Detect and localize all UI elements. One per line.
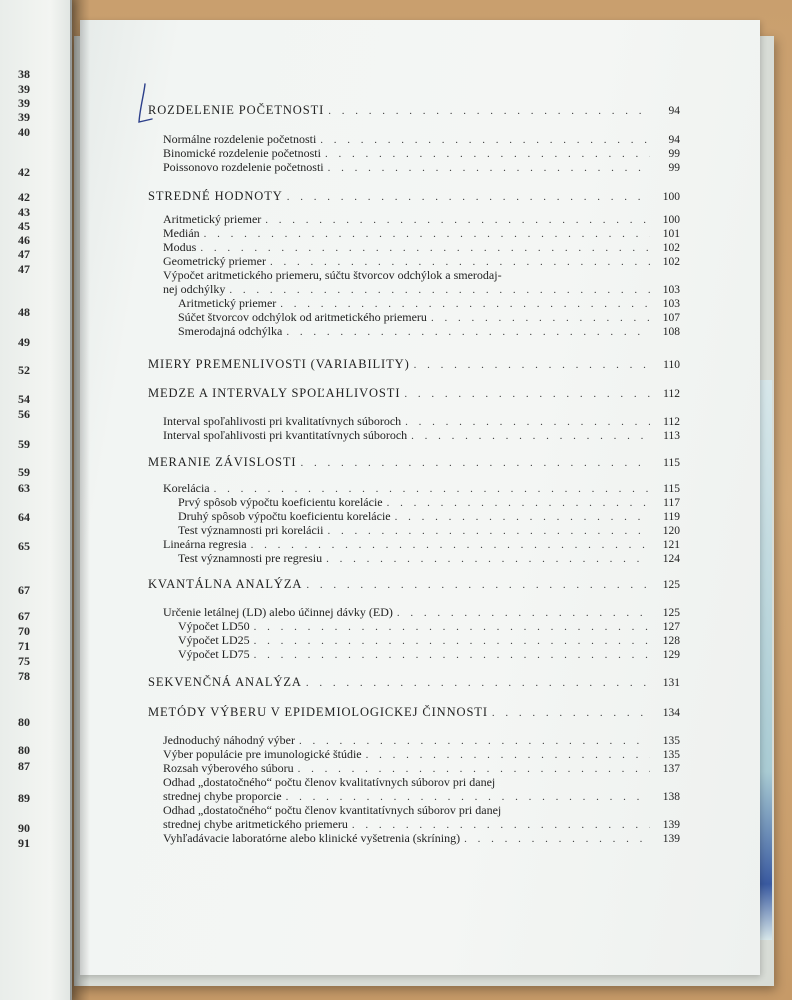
toc-entry (163, 255, 680, 269)
toc-entry-title: Interval spoľahlivosti pri kvalitatívnych súboroch (163, 414, 402, 428)
toc-page-number: 94 (668, 134, 680, 146)
toc-entry-title: Interval spoľahlivosti pri kvantitatívnych súboroch (163, 428, 408, 442)
toc-entry-title: Prvý spôsob výpočtu koeficientu korelácie (178, 495, 383, 509)
toc-chapter (148, 387, 680, 401)
left-page-number: 56 (18, 407, 30, 421)
toc-entry (163, 241, 680, 255)
toc-entry-title: nej odchýlky (163, 282, 226, 296)
toc-leader-dots (397, 607, 650, 620)
left-page-number: 48 (18, 305, 30, 319)
toc-entry-title: Výpočet aritmetického priemeru, súčtu štvorcov odchýlok a smerodaj- (163, 268, 502, 282)
toc-entry-title: Test významnosti pre regresiu (178, 551, 323, 565)
left-page-number: 87 (18, 759, 30, 773)
toc-page-number: 103 (662, 284, 680, 296)
left-page-number: 42 (18, 165, 30, 179)
toc-entry-title: Binomické rozdelenie početnosti (163, 146, 321, 160)
toc-leader-dots (395, 511, 650, 524)
toc-chapter (148, 578, 680, 592)
toc-page-number: 100 (662, 214, 680, 226)
toc-entry-title: KVANTÁLNA ANALÝZA (148, 577, 303, 591)
toc-entry-title: MERANIE ZÁVISLOSTI (148, 455, 297, 469)
toc-leader-dots (411, 430, 650, 443)
toc-entry-title: Poissonovo rozdelenie početnosti (163, 160, 324, 174)
toc-entry (178, 510, 680, 524)
toc-entry-title: METÓDY VÝBERU V EPIDEMIOLOGICKEJ ČINNOSTI (148, 705, 488, 719)
toc-entry-title: Normálne rozdelenie početnosti (163, 132, 317, 146)
left-page-number: 67 (18, 583, 30, 597)
left-page-number: 52 (18, 363, 30, 377)
left-page-number: 39 (18, 110, 30, 124)
toc-page-number: 138 (662, 791, 680, 803)
toc-entry-title: SEKVENČNÁ ANALÝZA (148, 675, 302, 689)
left-page-number: 46 (18, 233, 30, 247)
toc-leader-dots (492, 707, 650, 720)
toc-entry-title: Výpočet LD25 (178, 633, 250, 647)
toc-leader-dots (286, 326, 650, 339)
toc-page-number: 124 (662, 553, 680, 565)
toc-page-number: 100 (662, 191, 680, 203)
toc-page-number: 101 (662, 228, 680, 240)
toc-entry-title: Odhad „dostatočného“ počtu členov kvalitatívnych súborov pri danej (163, 775, 496, 789)
toc-entry (178, 311, 680, 325)
toc-entry (163, 415, 680, 429)
toc-entry-title: STREDNÉ HODNOTY (148, 189, 283, 203)
toc-page-number: 108 (662, 326, 680, 338)
toc-page-number: 119 (663, 511, 680, 523)
toc-page-number: 128 (662, 635, 680, 647)
left-page-number: 38 (18, 67, 30, 81)
left-page-number: 78 (18, 669, 30, 683)
toc-entry-title: Jednoduchý náhodný výber (163, 733, 295, 747)
toc-page-number: 125 (662, 607, 680, 619)
toc-page-number: 112 (663, 388, 680, 400)
toc-entry-title: Odhad „dostatočného“ počtu členov kvantitatívnych súborov pri danej (163, 803, 502, 817)
toc-page-number: 103 (662, 298, 680, 310)
left-page-number: 75 (18, 654, 30, 668)
toc-entry-title: strednej chybe aritmetického priemeru (163, 817, 348, 831)
toc-entry-title: Druhý spôsob výpočtu koeficientu korelácie (178, 509, 391, 523)
left-page-number: 70 (18, 624, 30, 638)
toc-page-number: 99 (668, 148, 680, 160)
toc-page-number: 137 (662, 763, 680, 775)
toc-leader-dots (328, 162, 650, 175)
toc-page-number: 102 (662, 256, 680, 268)
toc-entry (163, 538, 680, 552)
toc-entry-title: Aritmetický priemer (163, 212, 262, 226)
toc-page-number: 121 (662, 539, 680, 551)
left-page-number: 40 (18, 125, 30, 139)
left-page-number: 54 (18, 392, 30, 406)
toc-entry (178, 648, 680, 662)
toc-leader-dots (306, 579, 650, 592)
toc-entry (163, 482, 680, 496)
toc-entry-title: ROZDELENIE POČETNOSTI (148, 103, 325, 117)
toc-entry (178, 552, 680, 566)
toc-entry (163, 818, 680, 832)
toc-page-number: 113 (663, 430, 680, 442)
toc-entry (163, 804, 680, 817)
toc-entry (163, 606, 680, 620)
left-page-number: 63 (18, 481, 30, 495)
left-page-number: 59 (18, 437, 30, 451)
toc-chapter (148, 706, 680, 720)
toc-page-number: 102 (662, 242, 680, 254)
toc-entry (178, 496, 680, 510)
toc-entry (163, 429, 680, 443)
toc-page-number: 129 (662, 649, 680, 661)
toc-page-number: 127 (662, 621, 680, 633)
toc-entry-title: Smerodajná odchýlka (178, 324, 283, 338)
toc-entry (163, 213, 680, 227)
left-page-number: 80 (18, 743, 30, 757)
toc-entry (163, 748, 680, 762)
toc-page-number: 99 (668, 162, 680, 174)
toc-entry (163, 776, 680, 789)
toc-chapter (148, 456, 680, 470)
left-page-number: 90 (18, 821, 30, 835)
toc-entry-title: Test významnosti pri korelácii (178, 523, 324, 537)
toc-chapter (148, 190, 680, 204)
left-page-number: 71 (18, 639, 30, 653)
toc-page-number: 110 (663, 359, 680, 371)
toc-entry (178, 634, 680, 648)
toc-leader-dots (254, 649, 650, 662)
toc-entry-title: MEDZE A INTERVALY SPOĽAHLIVOSTI (148, 386, 401, 400)
toc-page-number: 139 (662, 833, 680, 845)
toc-entry-title: Modus (163, 240, 197, 254)
toc-leader-dots (254, 635, 650, 648)
toc-entry (163, 790, 680, 804)
left-page-number: 42 (18, 190, 30, 204)
toc-entry (178, 297, 680, 311)
toc-leader-dots (404, 388, 650, 401)
toc-entry (163, 762, 680, 776)
toc-leader-dots (387, 497, 650, 510)
toc-page-number: 125 (662, 579, 680, 591)
toc-entry (163, 161, 680, 175)
left-page-number: 89 (18, 791, 30, 805)
toc-leader-dots (326, 553, 650, 566)
toc-entry-title: Súčet štvorcov odchýlok od aritmetického priemeru (178, 310, 427, 324)
toc-leader-dots (325, 148, 650, 161)
toc-leader-dots (327, 525, 650, 538)
toc-leader-dots (200, 242, 650, 255)
left-page-number: 47 (18, 262, 30, 276)
toc-page-number: 107 (662, 312, 680, 324)
left-page-number: 45 (18, 219, 30, 233)
toc-leader-dots (204, 228, 650, 241)
toc-entry-title: strednej chybe proporcie (163, 789, 282, 803)
toc-entry-title: Medián (163, 226, 200, 240)
toc-page-number: 134 (662, 707, 680, 719)
left-page-number: 65 (18, 539, 30, 553)
left-page-number: 39 (18, 96, 30, 110)
left-page-number: 67 (18, 609, 30, 623)
toc-entry-title: Výpočet LD50 (178, 619, 250, 633)
toc-entry-title: Korelácia (163, 481, 210, 495)
left-page-number: 59 (18, 465, 30, 479)
toc-leader-dots (254, 621, 650, 634)
toc-entry (163, 227, 680, 241)
toc-entry-title: MIERY PREMENLIVOSTI (VARIABILITY) (148, 357, 410, 371)
toc-leader-dots (464, 833, 650, 846)
toc-leader-dots (328, 105, 650, 118)
toc-leader-dots (306, 677, 650, 690)
toc-entry-title: Geometrický priemer (163, 254, 266, 268)
toc-entry (163, 269, 680, 282)
toc-page-number: 112 (663, 416, 680, 428)
toc-leader-dots (287, 191, 650, 204)
toc-page-number: 120 (662, 525, 680, 537)
toc-page-number: 117 (663, 497, 680, 509)
left-page-number: 91 (18, 836, 30, 850)
left-page-number: 64 (18, 510, 30, 524)
left-page-number: 47 (18, 247, 30, 261)
toc-leader-dots (414, 359, 650, 372)
toc-chapter (148, 104, 680, 118)
toc-entry-title: Aritmetický priemer (178, 296, 277, 310)
toc-entry-title: Vyhľadávacie laboratórne alebo klinické vyšetrenia (skríning) (163, 831, 461, 845)
toc-leader-dots (431, 312, 650, 325)
toc-leader-dots (366, 749, 650, 762)
toc-entry-title: Lineárna regresia (163, 537, 247, 551)
toc-leader-dots (300, 457, 650, 470)
toc-leader-dots (405, 416, 650, 429)
toc-leader-dots (265, 214, 650, 227)
toc-entry (178, 524, 680, 538)
toc-entry (163, 147, 680, 161)
toc-chapter (148, 676, 680, 690)
left-page-number: 49 (18, 335, 30, 349)
left-page-number: 43 (18, 205, 30, 219)
toc-page-number: 94 (668, 105, 680, 117)
toc-entry (163, 283, 680, 297)
toc-entry (178, 325, 680, 339)
toc-leader-dots (229, 284, 650, 297)
toc-entry (163, 734, 680, 748)
toc-page-number: 135 (662, 735, 680, 747)
toc-entry-title: Výber populácie pre imunologické štúdie (163, 747, 362, 761)
toc-entry (163, 832, 680, 846)
toc-page-number: 131 (662, 677, 680, 689)
toc-entry (178, 620, 680, 634)
toc-entry-title: Rozsah výberového súboru (163, 761, 294, 775)
toc-leader-dots (320, 134, 650, 147)
left-page-number: 80 (18, 715, 30, 729)
toc-chapter (148, 358, 680, 372)
toc-entry-title: Určenie letálnej (LD) alebo účinnej dávky (ED) (163, 605, 393, 619)
toc-page-number: 115 (663, 457, 680, 469)
left-page-number: 39 (18, 82, 30, 96)
toc-page-number: 115 (663, 483, 680, 495)
toc-page-number: 139 (662, 819, 680, 831)
toc-entry-title: Výpočet LD75 (178, 647, 250, 661)
toc-entry (163, 133, 680, 147)
toc-page-number: 135 (662, 749, 680, 761)
